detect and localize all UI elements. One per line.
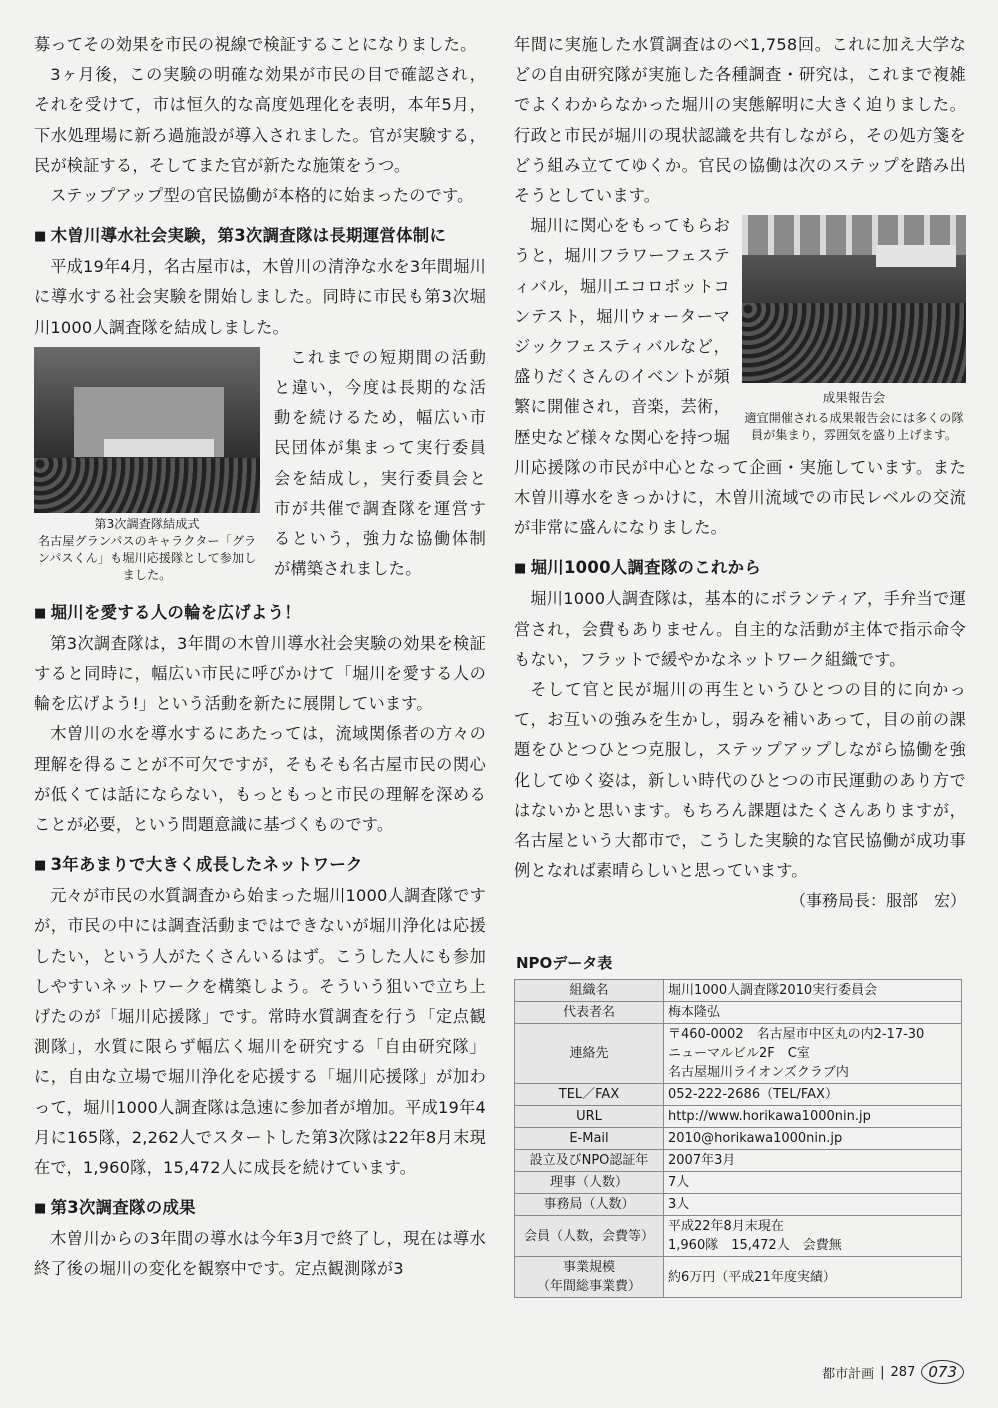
right-column <box>514 30 966 1298</box>
npo-row-value: 梅本隆弘 <box>664 1002 962 1024</box>
sec2-paragraph-2: 木曽川の水を導水するにあたっては，流域関係者の方々の理解を得ることが不可欠ですが，そもそも名古屋市民の関心が低くては話にならない，もっともっと市民の理解を深めることが必要，という問題意識に基づくものです。 <box>34 724 486 835</box>
npo-row-value: 2010@horikawa1000nin.jp <box>664 1128 962 1150</box>
npo-table-row <box>515 1216 962 1257</box>
npo-row-key: 連絡先 <box>515 1024 664 1084</box>
npo-table-row <box>515 1194 962 1216</box>
page-number: 073 <box>921 1360 964 1384</box>
journal-name: 都市計画 <box>822 1366 875 1382</box>
npo-table-row <box>515 1257 962 1298</box>
npo-row-value: 3人 <box>664 1194 962 1216</box>
section-heading-results: ■ 第3次調査隊の成果 <box>34 1193 486 1224</box>
npo-row-value: 約6万円（平成21年度実績） <box>664 1257 962 1298</box>
author-signature: （事務局長：服部 宏） <box>789 891 966 911</box>
figure-formation-ceremony <box>34 347 260 584</box>
npo-row-key: 会員（人数，会費等） <box>515 1216 664 1257</box>
sec5-paragraph-1: 堀川1000人調査隊は，基本的にボランティア，手弁当で運営され，会費もありません。自主的な活動が主体で指示命令もない，フラットで緩やかなネットワーク組織です。 <box>514 589 966 669</box>
section-heading-horikawa-love: ■ 堀川を愛する人の輪を広げよう！ <box>34 598 486 629</box>
npo-table-row <box>515 1024 962 1084</box>
section-heading-network: ■ 3年あまりで大きく成長したネットワーク <box>34 850 486 881</box>
npo-row-key: E-Mail <box>515 1128 664 1150</box>
npo-row-key: 設立及びNPO認証年 <box>515 1150 664 1172</box>
npo-row-key: TEL／FAX <box>515 1084 664 1106</box>
sec1-paragraph-2: これまでの短期間の活動と違い，今度は長期的な活動を続けるため，幅広い市民団体が集まって実行委員会を結成し，実行委員会と市が共催で調査隊を運営するという，強力な協働体制が構築されました。 <box>274 347 486 579</box>
right-paragraph-2: 堀川に関心をもってもらおうと，堀川フラワーフェスティバル，堀川エコロボットコンテスト，堀川ウォーターマジックフェスティバルなど，盛りだくさんのイベントが頻繁に開催され，音楽，芸術，歴史など様々な関心を持つ堀川応援隊の市民が中心となって企画・実施しています。また木曽川導水をきっかけに，木曽川流域での市民レベルの交流が非常に盛んになりました。 <box>514 216 966 538</box>
npo-row-value: 052-222-2686（TEL/FAX） <box>664 1084 962 1106</box>
intro-paragraph-1: 募ってその効果を市民の視線で検証することになりました。 <box>34 35 477 54</box>
npo-row-key: 理事（人数） <box>515 1172 664 1194</box>
results-meeting-photo <box>742 215 966 383</box>
npo-row-key: 代表者名 <box>515 1002 664 1024</box>
sec5-paragraph-2: そして官と民が堀川の再生というひとつの目的に向かって，お互いの強みを生かし，弱みを補いあって，目の前の課題をひとつひとつ克服し，ステップアップしながら協働を強化してゆく姿は，新しい時代のひとつの市民運動のあり方ではないかと思います。もちろん課題はたくさんありますが，名古屋という大都市で，こうした実験的な官民協働が成功事例となれば素晴らしいと思っています。 <box>514 680 966 881</box>
npo-row-value: 2007年3月 <box>664 1150 962 1172</box>
npo-row-value: 平成22年8月末現在 1,960隊 15,472人 会費無 <box>664 1216 962 1257</box>
sec2-paragraph-1: 第3次調査隊は，3年間の木曽川導水社会実験の効果を検証すると同時に，幅広い市民に呼びかけて「堀川を愛する人の輪を広げよう!」という活動を新たに展開しています。 <box>34 633 486 714</box>
npo-table-row <box>515 1150 962 1172</box>
intro-paragraph-3: ステップアップ型の官民協働が本格的に始まったのです。 <box>50 186 474 206</box>
npo-table-row <box>515 1106 962 1128</box>
npo-row-key: URL <box>515 1106 664 1128</box>
npo-table-row <box>515 1002 962 1024</box>
npo-row-value: 堀川1000人調査隊2010実行委員会 <box>664 980 962 1002</box>
results-photo-caption: 適宜開催される成果報告会には多くの隊員が集まり，雰囲気を盛り上げます。 <box>744 411 964 443</box>
npo-table-row <box>515 1172 962 1194</box>
npo-row-value: 7人 <box>664 1172 962 1194</box>
formation-ceremony-photo <box>34 347 260 513</box>
page-folio <box>822 1360 964 1384</box>
figure-results-meeting <box>742 215 966 444</box>
sec4-paragraph-1: 木曽川からの3年間の導水は今年3月で終了し，現在は導水終了後の堀川の変化を観察中です。定点観測隊が3 <box>34 1229 486 1279</box>
npo-row-key: 組織名 <box>515 980 664 1002</box>
npo-row-key: 事務局（人数） <box>515 1194 664 1216</box>
npo-row-value: http://www.horikawa1000nin.jp <box>664 1106 962 1128</box>
npo-row-key: 事業規模 （年間総事業費） <box>515 1257 664 1298</box>
npo-row-value: 〒460-0002 名古屋市中区丸の内2-17-30 ニューマルビル2F C室 名古屋堀川ライオンズクラブ内 <box>664 1024 962 1084</box>
sec3-paragraph-1: 元々が市民の水質調査から始まった堀川1000人調査隊ですが，市民の中には調査活動まではできないが堀川浄化は応援したい，という人がたくさんいるはず。こうした人にも参加しやすいネットワークを構築しよう。そういう狙いで立ち上げたのが「堀川応援隊」です。常時水質調査を行う「定点観測隊」，水質に限らず幅広く堀川を研究する「自由研究隊」に，自由な立場で堀川浄化を応援する「堀川応援隊」が加わって，堀川1000人調査隊は急速に参加者が増加。平成19年4月に165隊，2,262人でスタートした第3次隊は22年8月末現在で，1,960隊，15,472人に成長を続けています。 <box>34 886 486 1178</box>
folio-separator: | <box>880 1364 885 1380</box>
npo-table-row <box>515 1128 962 1150</box>
npo-table-title: NPOデータ表 <box>516 954 613 973</box>
intro-paragraph-2: 3ヶ月後，この実験の明確な効果が市民の目で確認され，それを受けて，市は恒久的な高度処理化を表明，本年5月，下水処理場に新ろ過施設が導入されました。官が実験する，民が検証する，そしてまた官が新たな施策をうつ。 <box>34 65 486 175</box>
left-column <box>34 30 486 1285</box>
section-heading-future: ■ 堀川1000人調査隊のこれから <box>514 553 966 584</box>
results-photo-title: 成果報告会 <box>822 390 886 406</box>
npo-table-row <box>515 1084 962 1106</box>
section-heading-kisogawa: ■ 木曽川導水社会実験，第3次調査隊は長期運営体制に <box>34 221 486 252</box>
sec1-paragraph-1: 平成19年4月，名古屋市は，木曽川の清浄な水を3年間堀川に導水する社会実験を開始しました。同時に市民も第3次堀川1000人調査隊を結成しました。 <box>34 257 486 337</box>
journal-volume: 287 <box>890 1364 916 1380</box>
npo-data-table <box>514 979 962 1298</box>
npo-table-row <box>515 980 962 1002</box>
right-paragraph-1: 年間に実施した水質調査はのべ1,758回。これに加え大学などの自由研究隊が実施した各種調査・研究は，これまで複雑でよくわからなかった堀川の実態解明に大きく迫りました。行政と市民が堀川の現状認識を共有しながら，その処方箋をどう組み立ててゆくか。官民の協働は次のステップを踏み出そうとしています。 <box>514 35 966 206</box>
formation-photo-caption: 第3次調査隊結成式 名古屋グランパスのキャラクター「グランパスくん」も堀川応援隊として参加しました。 <box>37 516 257 582</box>
